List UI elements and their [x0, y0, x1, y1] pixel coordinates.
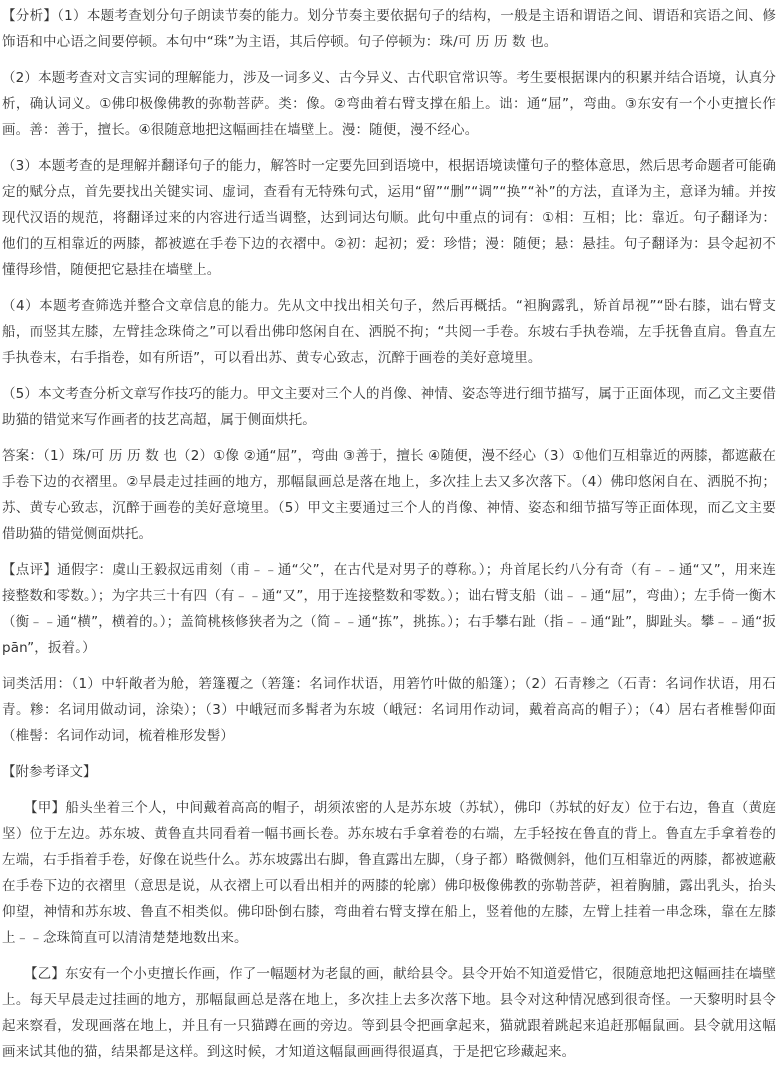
comment-paragraph: 【点评】通假字：虞山王毅叔远甫刻（甫﹣﹣通“父”，在古代是对男子的尊称。）；舟首尾长约八分有奇（有﹣﹣通“又”，用来连接整数和零数。）；为字共三十有四（有﹣﹣通“又”，用于连接整数和零数。）；诎右臂支船（诎﹣﹣通“屈”，弯曲）；左手倚一衡木（衡﹣﹣通“横”，横着的。）；盖简桃核修狭者为之（简﹣﹣通“拣”，挑拣。）；右手攀右趾（指﹣﹣通“趾”，脚趾头。攀﹣﹣通“扳pān”，扳着。）	[2, 562, 776, 656]
analysis-part-5: （5）本文考查分析文章写作技巧的能力。甲文主要对三个人的肖像、神情、姿态等进行细节描写，属于正面体现，而乙文主要借助猫的错觉来写作画者的技艺高超，属于侧面烘托。	[2, 386, 776, 428]
translation-paragraph-a: 【甲】船头坐着三个人，中间戴着高高的帽子，胡须浓密的人是苏东坡（苏轼），佛印（苏轼的好友）位于右边，鲁直（黄庭坚）位于左边。苏东坡、黄鲁直共同看着一幅书画长卷。苏东坡右手拿着卷的右端，左手轻按在鲁直的背上。鲁直左手拿着卷的左端，右手指着手卷，好像在说些什么。苏东坡露出右脚，鲁直露出左脚，（身子都）略微侧斜，他们互相靠近的两膝，都被遮蔽在手卷下边的衣褶里（意思是说，从衣褶上可以看出相并的两膝的轮廓）佛印极像佛教的弥勒菩萨，袒着胸脯，露出乳头，抬头仰望，神情和苏东坡、鲁直不相类似。佛印卧倒右膝，弯曲着右臂支撑在船上，竖着他的左膝，左臂上挂着一串念珠，靠在左膝上﹣﹣念珠简直可以清清楚楚地数出来。	[2, 800, 776, 946]
translation-heading: 【附参考译文】	[2, 764, 97, 780]
analysis-part-1: 【分析】（1）本题考查划分句子朗读节奏的能力。划分节奏主要依据句子的结构，一般是主语和谓语之间、谓语和宾语之间、修饰语和中心语之间要停顿。本句中“珠”为主语，其后停顿。句子停顿为：珠/可 历 历 数 也。	[2, 8, 776, 50]
document-page	[0, 3, 780, 1060]
analysis-part-3: （3）本题考查的是理解并翻译句子的能力，解答时一定要先回到语境中，根据语境读懂句子的整体意思，然后思考命题者可能确定的赋分点，首先要找出关键实词、虚词，查看有无特殊句式，运用“留”“删”“调”“换”“补”的方法，直译为主，意译为辅。并按现代汉语的规范，将翻译过来的内容进行适当调整，达到词达句顺。此句中重点的词有：①相：互相；比：靠近。句子翻译为：他们的互相靠近的两膝，都被遮在手卷下边的衣褶中。②初：起初；爱：珍惜；漫：随便；悬：悬挂。句子翻译为：县令起初不懂得珍惜，随便把它悬挂在墙壁上。	[2, 158, 776, 278]
answer-paragraph: 答案：（1）珠/可 历 历 数 也（2）①像 ②通“屈”，弯曲 ③善于，擅长 ④随便，漫不经心（3）①他们互相靠近的两膝，都遮蔽在手卷下边的衣褶里。②早晨走过挂画的地方，那幅鼠画总是落在地上，多次挂上去又多次落下。（4）佛印悠闲自在、洒脱不拘；苏、黄专心致志，沉醉于画卷的美好意境里。（5）甲文主要通过三个人的肖像、神情、姿态和细节描写等正面体现，而乙文主要借助猫的错觉侧面烘托。	[2, 448, 776, 542]
translation-paragraph-b: 【乙】东安有一个小吏擅长作画，作了一幅题材为老鼠的画，献给县令。县令开始不知道爱惜它，很随意地把这幅画挂在墙壁上。每天早晨走过挂画的地方，那幅鼠画总是落在地上，多次挂上去多次落下地。县令对这种情况感到很奇怪。一天黎明时县令起来察看，发现画落在地上，并且有一只猫蹲在画的旁边。等到县令把画拿起来，猫就跟着跳起来追赶那幅鼠画。县令就用这幅画来试其他的猫，结果都是这样。到这时候，才知道这幅鼠画画得很逼真，于是把它珍藏起来。	[2, 966, 776, 1060]
analysis-part-4: （4）本题考查筛选并整合文章信息的能力。先从文中找出相关句子，然后再概括。“袒胸露乳，矫首昂视”“卧右膝，诎右臂支船，而竖其左膝，左臂挂念珠倚之”可以看出佛印悠闲自在、洒脱不拘；“共阅一手卷。东坡右手执卷端，左手抚鲁直肩。鲁直左手执卷末，右手指卷，如有所语”，可以看出苏、黄专心致志，沉醉于画卷的美好意境里。	[2, 298, 776, 366]
word-usage-paragraph: 词类活用：（1）中轩敞者为舱，箬篷覆之（箬篷：名词作状语，用箬竹叶做的船篷）；（2）石青糁之（石青：名词作状语，用石青。糁：名词用做动词，涂染）；（3）中峨冠而多髯者为东坡（峨冠：名词用作动词，戴着高高的帽子）；（4）居右者椎髻仰面（椎髻：名词作动词，梳着椎形发髻）	[2, 676, 776, 744]
analysis-part-2: （2）本题考查对文言实词的理解能力，涉及一词多义、古今异义、古代职官常识等。考生要根据课内的积累并结合语境，认真分析，确认词义。①佛印极像佛教的弥勒菩萨。类：像。②弯曲着右臂支撑在船上。诎：通“屈”，弯曲。③东安有一个小吏擅长作画。善：善于，擅长。④很随意地把这幅画挂在墙壁上。漫：随便，漫不经心。	[2, 70, 776, 138]
